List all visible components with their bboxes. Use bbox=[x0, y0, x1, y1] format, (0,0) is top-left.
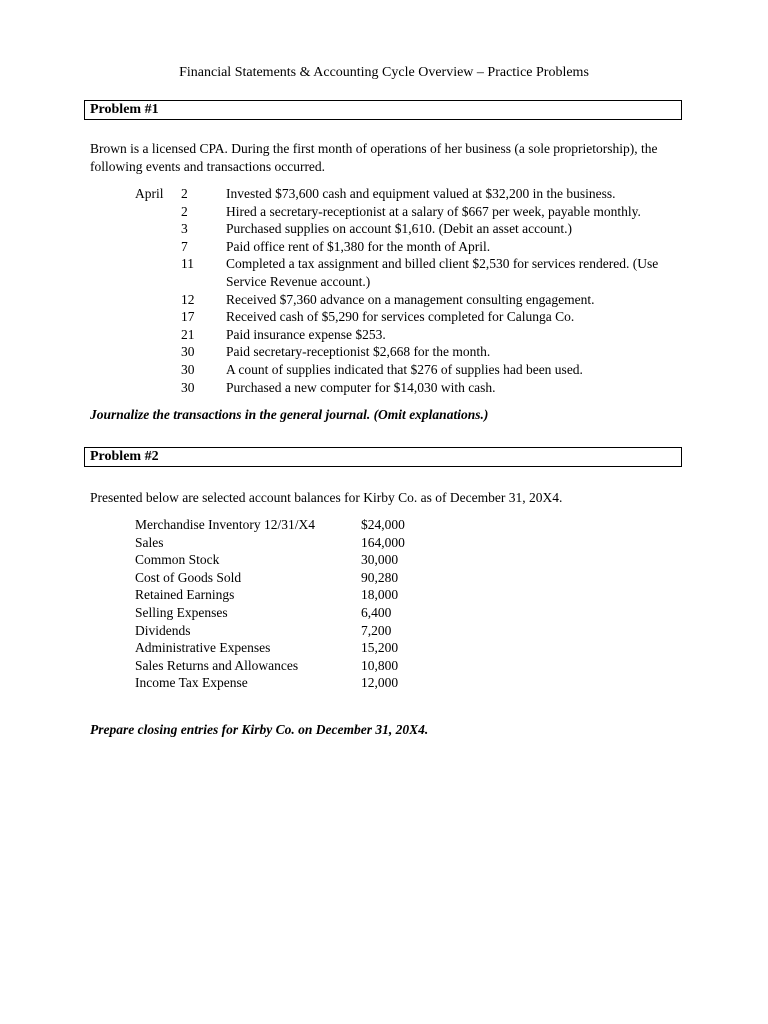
transaction-description: A count of supplies indicated that $276 of supplies had been used. bbox=[226, 361, 583, 377]
account-amount: 15,200 bbox=[361, 640, 399, 656]
transaction-description: Paid secretary-receptionist $2,668 for the month. bbox=[226, 344, 491, 360]
account-row bbox=[135, 674, 441, 692]
transaction-row bbox=[135, 308, 676, 326]
account-name: Dividends bbox=[135, 622, 191, 638]
transaction-month bbox=[135, 291, 181, 309]
account-amount: 18,000 bbox=[361, 587, 399, 603]
transaction-row bbox=[135, 361, 676, 379]
problem-1-intro: Brown is a licensed CPA. During the first month of operations of her business (a sole proprietorship), the following events and transactions occurred. bbox=[90, 141, 658, 174]
account-amount: $24,000 bbox=[361, 517, 405, 532]
transaction-description: Received $7,360 advance on a management consulting engagement. bbox=[226, 291, 595, 307]
transactions-table bbox=[135, 185, 676, 396]
account-amount: 10,800 bbox=[361, 657, 399, 673]
transaction-row bbox=[135, 203, 676, 221]
account-name: Retained Earnings bbox=[135, 587, 235, 603]
transaction-day: 12 bbox=[181, 291, 195, 307]
transaction-month bbox=[135, 255, 181, 290]
transaction-month bbox=[135, 238, 181, 256]
transaction-month bbox=[135, 220, 181, 238]
account-name: Common Stock bbox=[135, 552, 220, 568]
transaction-day: 30 bbox=[181, 361, 195, 377]
transaction-row bbox=[135, 238, 676, 256]
transaction-description: Hired a secretary-receptionist at a salary of $667 per week, payable monthly. bbox=[226, 203, 641, 219]
transaction-month bbox=[135, 379, 181, 397]
account-amount: 12,000 bbox=[361, 675, 399, 691]
problem-1-instruction: Journalize the transactions in the general journal. (Omit explanations.) bbox=[90, 407, 489, 422]
account-amount: 6,400 bbox=[361, 604, 392, 620]
transaction-month: April bbox=[135, 186, 164, 201]
transaction-row bbox=[135, 291, 676, 309]
account-row bbox=[135, 604, 441, 622]
transaction-description: Purchased supplies on account $1,610. (Debit an asset account.) bbox=[226, 221, 573, 237]
problem-2-intro: Presented below are selected account balances for Kirby Co. as of December 31, 20X4. bbox=[90, 490, 563, 505]
transaction-month bbox=[135, 308, 181, 326]
account-name: Sales bbox=[135, 534, 164, 550]
transaction-description: Purchased a new computer for $14,030 with cash. bbox=[226, 379, 496, 395]
account-row bbox=[135, 551, 441, 569]
transaction-month bbox=[135, 203, 181, 221]
account-row bbox=[135, 622, 441, 640]
transaction-day: 30 bbox=[181, 379, 195, 395]
transaction-day: 11 bbox=[181, 256, 194, 272]
account-balances-table bbox=[135, 516, 441, 692]
account-row bbox=[135, 534, 441, 552]
account-amount: 30,000 bbox=[361, 552, 399, 568]
account-name: Administrative Expenses bbox=[135, 640, 271, 656]
transaction-row bbox=[135, 185, 676, 203]
transaction-day: 21 bbox=[181, 326, 195, 342]
transaction-row bbox=[135, 343, 676, 361]
transaction-month bbox=[135, 361, 181, 379]
transaction-row bbox=[135, 220, 676, 238]
transaction-description: Received cash of $5,290 for services completed for Calunga Co. bbox=[226, 309, 575, 325]
transaction-description: Paid insurance expense $253. bbox=[226, 326, 386, 342]
transaction-row bbox=[135, 326, 676, 344]
transaction-description: Paid office rent of $1,380 for the month of April. bbox=[226, 238, 491, 254]
transaction-day: 2 bbox=[181, 203, 188, 219]
account-row bbox=[135, 569, 441, 587]
account-name: Income Tax Expense bbox=[135, 675, 248, 691]
account-amount: 90,280 bbox=[361, 569, 399, 585]
account-amount: 7,200 bbox=[361, 622, 392, 638]
transaction-day: 30 bbox=[181, 344, 195, 360]
account-row bbox=[135, 516, 441, 534]
account-name: Merchandise Inventory 12/31/X4 bbox=[135, 517, 315, 532]
transaction-description: Invested $73,600 cash and equipment valued at $32,200 in the business. bbox=[226, 186, 616, 201]
transaction-day: 2 bbox=[181, 186, 188, 201]
transaction-row bbox=[135, 379, 676, 397]
transaction-row bbox=[135, 255, 676, 290]
account-name: Cost of Goods Sold bbox=[135, 569, 242, 585]
account-amount: 164,000 bbox=[361, 534, 405, 550]
transaction-day: 7 bbox=[181, 238, 188, 254]
transaction-month bbox=[135, 343, 181, 361]
transaction-day: 3 bbox=[181, 221, 188, 237]
transaction-day: 17 bbox=[181, 309, 195, 325]
account-name: Sales Returns and Allowances bbox=[135, 657, 299, 673]
document-title: Financial Statements & Accounting Cycle Overview – Practice Problems bbox=[179, 65, 589, 80]
account-name: Selling Expenses bbox=[135, 604, 228, 620]
transaction-description: Completed a tax assignment and billed client $2,530 for services rendered. (Use Service Revenue account.) bbox=[226, 256, 659, 289]
account-row bbox=[135, 586, 441, 604]
problem-1-heading: Problem #1 bbox=[84, 100, 682, 120]
transaction-month bbox=[135, 326, 181, 344]
account-row bbox=[135, 657, 441, 675]
account-row bbox=[135, 639, 441, 657]
problem-2-heading: Problem #2 bbox=[84, 447, 682, 467]
problem-2-instruction: Prepare closing entries for Kirby Co. on December 31, 20X4. bbox=[90, 722, 429, 737]
